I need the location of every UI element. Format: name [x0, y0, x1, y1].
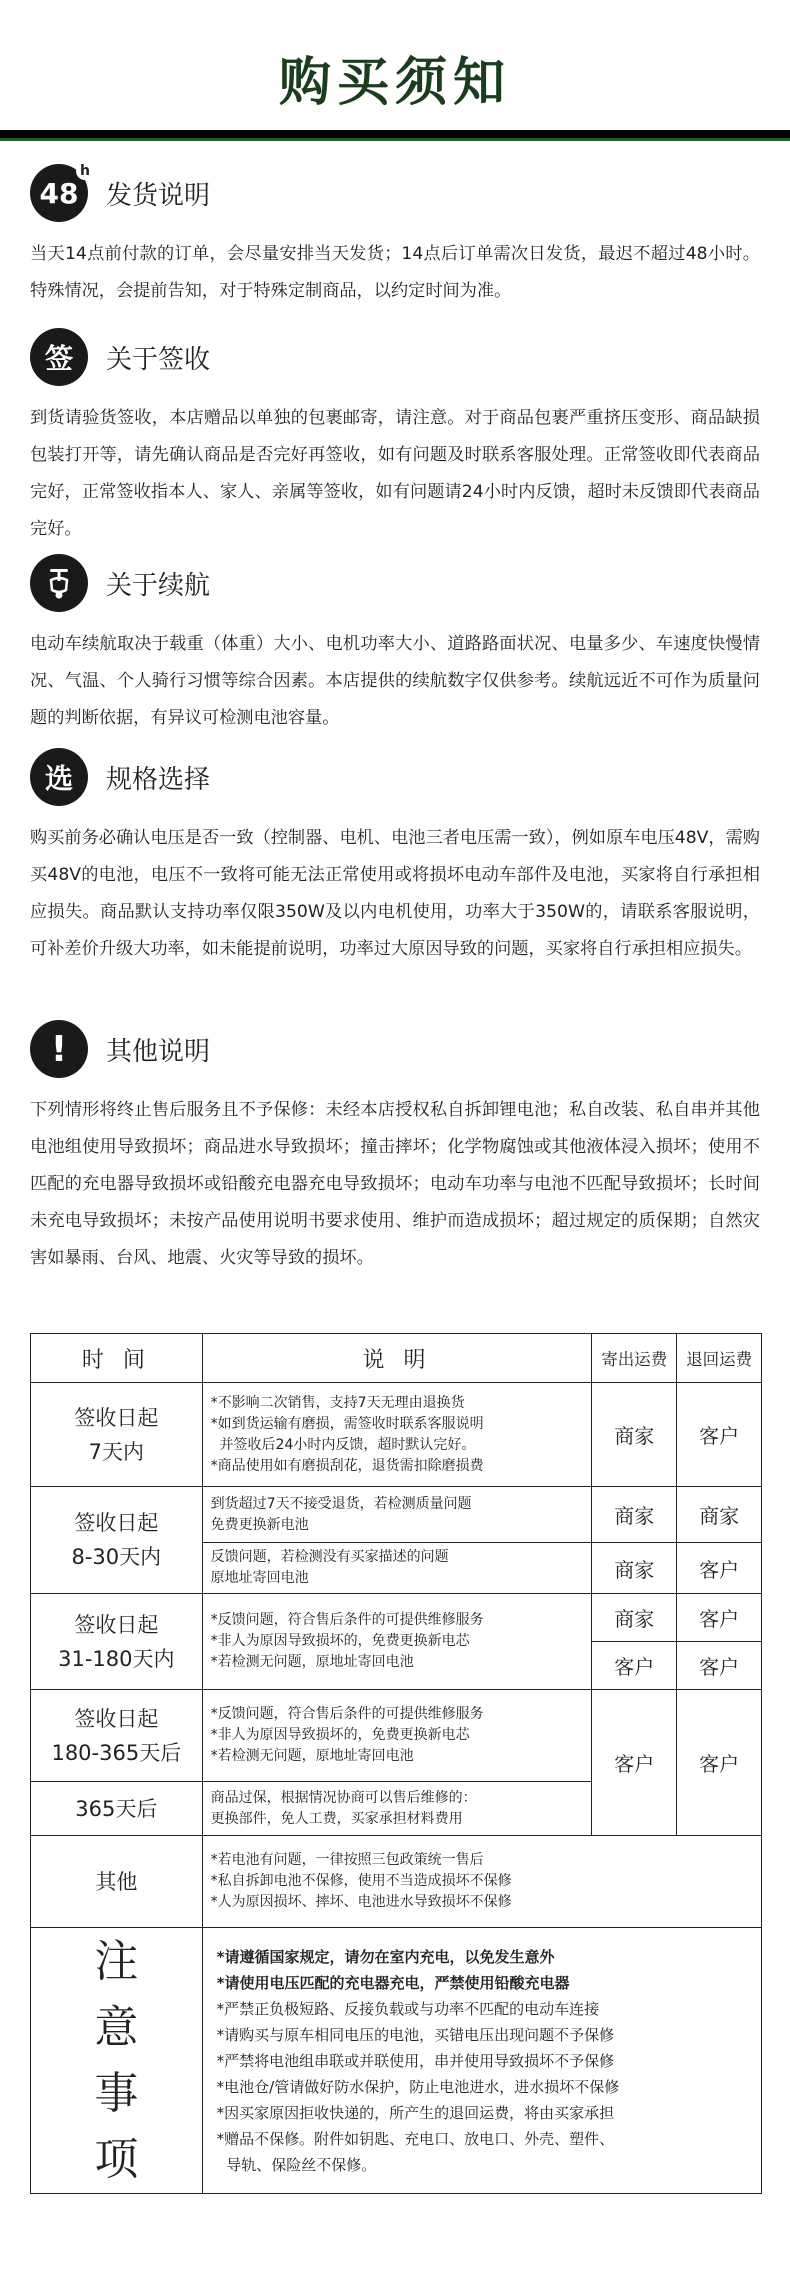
section-receipt: [30, 326, 760, 548]
desc-cell: 到货超过7天不接受退货，若检测质量问题 免费更换新电池: [202, 1487, 592, 1543]
desc-cell: *反馈问题，符合售后条件的可提供维修服务 *非人为原因导致损坏的，免费更换新电芯 *若检测无问题，原地址寄回电池: [202, 1594, 592, 1690]
send-fee-cell: 商家: [592, 1594, 677, 1642]
section-title: 关于续航: [106, 570, 211, 601]
after-sales-table: [30, 1333, 762, 2194]
section-range: [30, 552, 760, 737]
notes-row: [31, 1928, 762, 2194]
desc-cell: *反馈问题，符合售后条件的可提供维修服务 *非人为原因导致损坏的，免费更换新电芯 *若检测无问题，原地址寄回电池: [202, 1690, 592, 1782]
period-cell: 365天后: [31, 1782, 203, 1836]
section-title: 关于签收: [106, 344, 211, 375]
desc-cell: 商品过保，根据情况协商可以售后维修的： 更换部件，免人工费，买家承担材料费用: [202, 1782, 592, 1836]
return-fee-cell: 客户: [677, 1543, 762, 1594]
return-fee-cell: 客户: [677, 1642, 762, 1690]
title-divider: [0, 130, 790, 141]
sign-icon: 签: [30, 328, 88, 386]
table-row: [31, 1383, 762, 1487]
table-row: [31, 1690, 762, 1782]
period-cell: 签收日起 7天内: [31, 1383, 203, 1487]
table-row: [31, 1487, 762, 1543]
table-row: [31, 1836, 762, 1928]
period-cell: 签收日起 180-365天后: [31, 1690, 203, 1782]
send-fee-cell: 客户: [592, 1690, 677, 1836]
section-body: 下列情形将终止售后服务且不予保修：未经本店授权私自拆卸锂电池；私自改装、私自串并其他电池组使用导致损坏；商品进水导致损坏；撞击摔坏；化学物腐蚀或其他液体浸入损坏；使用不匹配的充电器导致损坏或铅酸充电器充电导致损坏；电动车功率与电池不匹配导致损坏；长时间未充电导致损坏；未按产品使用说明书要求使用、维护而造成损坏；超过规定的质保期；自然灾害如暴雨、台风、地震、火灾等导致的损坏。: [30, 1100, 760, 1268]
return-fee-cell: 客户: [677, 1594, 762, 1642]
scooter-icon: [30, 554, 88, 612]
section-body: 到货请验货签收，本店赠品以单独的包裹邮寄，请注意。对于商品包裹严重挤压变形、商品缺损包装打开等，请先确认商品是否完好再签收，如有问题及时联系客服处理。正常签收即代表商品完好，正常签收指本人、家人、亲属等签收，如有问题请24小时内反馈，超时未反馈即代表商品完好。: [30, 408, 760, 539]
notes-label: 注 意 事 项: [31, 1928, 203, 2194]
return-fee-cell: 客户: [677, 1690, 762, 1836]
period-cell: 签收日起 8-30天内: [31, 1487, 203, 1594]
send-fee-cell: 客户: [592, 1642, 677, 1690]
send-fee-cell: 商家: [592, 1543, 677, 1594]
section-body: 电动车续航取决于载重（体重）大小、电机功率大小、道路路面状况、电量多少、车速度快慢情况、气温、个人骑行习惯等综合因素。本店提供的续航数字仅供参考。续航远近不可作为质量问题的判断依据，有异议可检测电池容量。: [30, 634, 760, 728]
desc-cell: *不影响二次销售，支持7天无理由退换货 *如到货运输有磨损，需签收时联系客服说明 并签收后24小时内反馈，超时默认完好。 *商品使用如有磨损刮花，退货需扣除磨损费: [202, 1383, 592, 1487]
table-header: 说 明: [202, 1334, 592, 1383]
table-header: 时 间: [31, 1334, 203, 1383]
table-row: [31, 1594, 762, 1642]
notes-list: *请遵循国家规定，请勿在室内充电，以免发生意外 *请使用电压匹配的充电器充电，严禁使用铅酸充电器 *严禁正负极短路、反接负载或与功率不匹配的电动车连接 *请购买与原车相同电压的电池，买错电压出现问题不予保修 *严禁将电池组串联或并联使用，串并使用导致损坏不予保修 *电池仓/管请做好防水保护，防止电池进水，进水损坏不保修 *因买家原因拒收快递的，所产生的退回运费，将由买家承担 *赠品不保修。附件如钥匙、充电口、放电口、外壳、塑件、 导轨、保险丝不保修。: [202, 1928, 761, 2194]
desc-cell: *若电池有问题，一律按照三包政策统一售后 *私自拆卸电池不保修，使用不当造成损坏不保修 *人为原因损坏、摔坏、电池进水导致损坏不保修: [202, 1836, 761, 1928]
table-header: 退回运费: [677, 1334, 762, 1383]
section-shipping: [30, 162, 760, 310]
send-fee-cell: 商家: [592, 1383, 677, 1487]
section-other: [30, 1018, 760, 1277]
return-fee-cell: 客户: [677, 1383, 762, 1487]
return-fee-cell: 商家: [677, 1487, 762, 1543]
period-cell: 签收日起 31-180天内: [31, 1594, 203, 1690]
table-header-row: [31, 1334, 762, 1383]
48h-icon: 48 h: [30, 164, 88, 222]
period-cell: 其他: [31, 1836, 203, 1928]
desc-cell: 反馈问题，若检测没有买家描述的问题 原地址寄回电池: [202, 1543, 592, 1594]
send-fee-cell: 商家: [592, 1487, 677, 1543]
exclamation-icon: !: [30, 1020, 88, 1078]
section-title: 规格选择: [106, 764, 211, 795]
section-title: 其他说明: [106, 1036, 211, 1067]
section-title: 发货说明: [106, 180, 211, 211]
section-spec: [30, 746, 760, 968]
select-icon: 选: [30, 748, 88, 806]
page-title: 购买须知: [278, 53, 511, 113]
section-body: 当天14点前付款的订单，会尽量安排当天发货；14点后订单需次日发货，最迟不超过48小时。特殊情况，会提前告知，对于特殊定制商品，以约定时间为准。: [30, 244, 760, 301]
table-header: 寄出运费: [592, 1334, 677, 1383]
section-body: 购买前务必确认电压是否一致（控制器、电机、电池三者电压需一致），例如原车电压48V，需购买48V的电池，电压不一致将可能无法正常使用或将损坏电动车部件及电池，买家将自行承担相应损失。商品默认支持功率仅限350W及以内电机使用，功率大于350W的，请联系客服说明，可补差价升级大功率，如未能提前说明，功率过大原因导致的问题，买家将自行承担相应损失。: [30, 828, 760, 959]
